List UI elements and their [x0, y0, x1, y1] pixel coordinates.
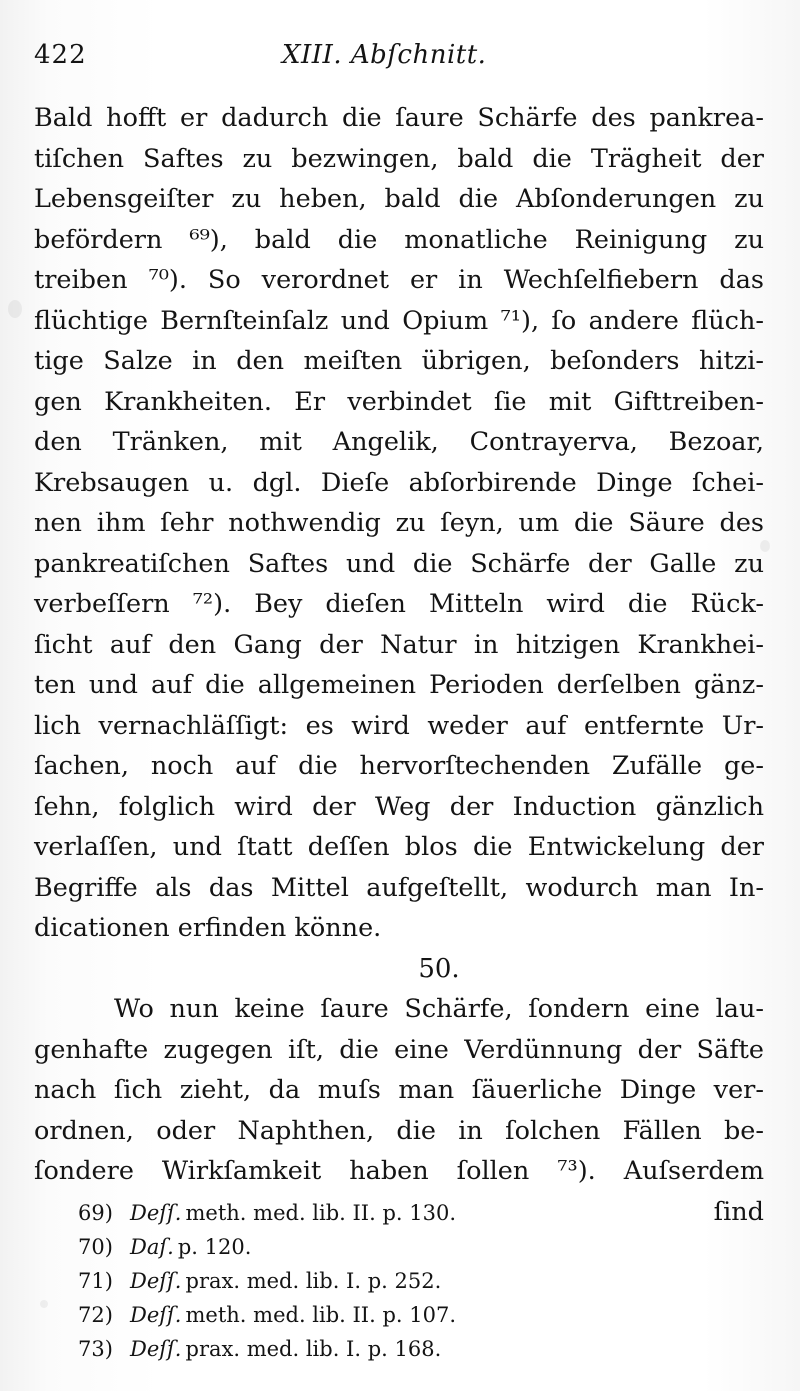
text-line: nen ihm ſehr nothwendig zu ſeyn, um die Säure des — [34, 508, 764, 538]
text-line: lich vernachläſſigt: es wird weder auf entfernte Ur- — [34, 710, 764, 741]
text-line: tige Salze in den meiſten übrigen, beſonders hitzi- — [34, 346, 764, 376]
text-line: Begriffe als das Mittel aufgeſtellt, wodurch man In- — [34, 872, 764, 903]
text-line: Bald hofft er dadurch die ſaure Schärfe des pankrea- — [34, 103, 764, 133]
main-text — [34, 98, 764, 1232]
text-line: ordnen, oder Naphthen, die in ſolchen Fällen be- — [34, 1115, 764, 1146]
footnote-text: meth. med. lib. II. p. 107. — [185, 1303, 457, 1327]
footnote-number: 69) — [78, 1201, 113, 1225]
text-line: ſachen, noch auf die hervorſtechenden Zufälle ge- — [34, 751, 764, 781]
text-line: Krebsaugen u. dgl. Dieſe abſorbirende Dinge ſchei- — [34, 467, 764, 498]
footnote-text: prax. med. lib. I. p. 252. — [185, 1269, 442, 1293]
footnote-number: 70) — [78, 1235, 113, 1259]
paper-stain — [40, 1300, 48, 1308]
text-line: treiben ⁷⁰). So verordnet er in Wechſelfiebern das — [34, 265, 764, 295]
footnote-number: 71) — [78, 1269, 113, 1293]
footnote-text: p. 120. — [177, 1235, 252, 1259]
text-line: genhafte zugegen iſt, die eine Verdünnung der Säfte — [34, 1034, 764, 1065]
section-number: 50. — [418, 953, 460, 984]
footnote-author: Deſſ. — [130, 1337, 182, 1361]
footnotes — [78, 1196, 598, 1366]
text-line: ſicht auf den Gang der Natur in hitzigen Krankhei- — [34, 629, 764, 660]
footnote — [78, 1230, 598, 1264]
catchword: ſind — [713, 1196, 764, 1227]
text-line: befördern ⁶⁹), bald die monatliche Reinigung zu — [34, 224, 764, 255]
text-line: den Tränken, mit Angelik, Contrayerva, Bezoar, — [34, 427, 764, 457]
text-line: gen Krankheiten. Er verbindet ſie mit Gifttreiben- — [34, 386, 764, 417]
page-header — [34, 40, 754, 80]
footnote — [78, 1332, 598, 1366]
text-line: ſehn, folglich wird der Weg der Induction gänzlich — [34, 791, 764, 822]
footnote-text: meth. med. lib. II. p. 130. — [185, 1201, 457, 1225]
footnote — [78, 1264, 598, 1298]
text-line: pankreatiſchen Saftes und die Schärfe der Galle zu — [34, 548, 764, 579]
text-line: verlaſſen, und ſtatt deſſen blos die Entwickelung der — [34, 832, 764, 862]
footnote-author: Deſſ. — [130, 1201, 182, 1225]
text-line: ten und auf die allgemeinen Perioden derſelben gänz- — [34, 670, 764, 700]
text-line: nach ſich zieht, da muſs man ſäuerliche Dinge ver- — [34, 1075, 764, 1105]
text-line: dicationen erfinden könne. — [34, 913, 382, 943]
footnote-author: Deſſ. — [130, 1303, 182, 1327]
running-head: XIII. Abſchnitt. — [282, 40, 487, 70]
text-line: Wo nun keine ſaure Schärfe, ſondern eine lau- — [114, 994, 764, 1024]
footnote-number: 73) — [78, 1337, 113, 1361]
footnote — [78, 1298, 598, 1332]
footnote-author: Daſ. — [130, 1235, 174, 1259]
footnote-text: prax. med. lib. I. p. 168. — [185, 1337, 442, 1361]
text-line: tiſchen Saftes zu bezwingen, bald die Trägheit der — [34, 143, 764, 174]
text-line: flüchtige Bernſteinſalz und Opium ⁷¹), ſo andere flüch- — [34, 305, 764, 336]
text-line: Lebensgeiſter zu heben, bald die Abſonderungen zu — [34, 184, 764, 214]
page-number: 422 — [34, 40, 87, 70]
footnote — [78, 1196, 598, 1230]
paper-stain — [8, 300, 22, 318]
footnote-author: Deſſ. — [130, 1269, 182, 1293]
text-line: verbeſſern ⁷²). Bey dieſen Mitteln wird die Rück- — [34, 589, 764, 619]
text-line: ſondere Wirkſamkeit haben ſollen ⁷³). Auſserdem — [34, 1156, 764, 1186]
footnote-number: 72) — [78, 1303, 113, 1327]
